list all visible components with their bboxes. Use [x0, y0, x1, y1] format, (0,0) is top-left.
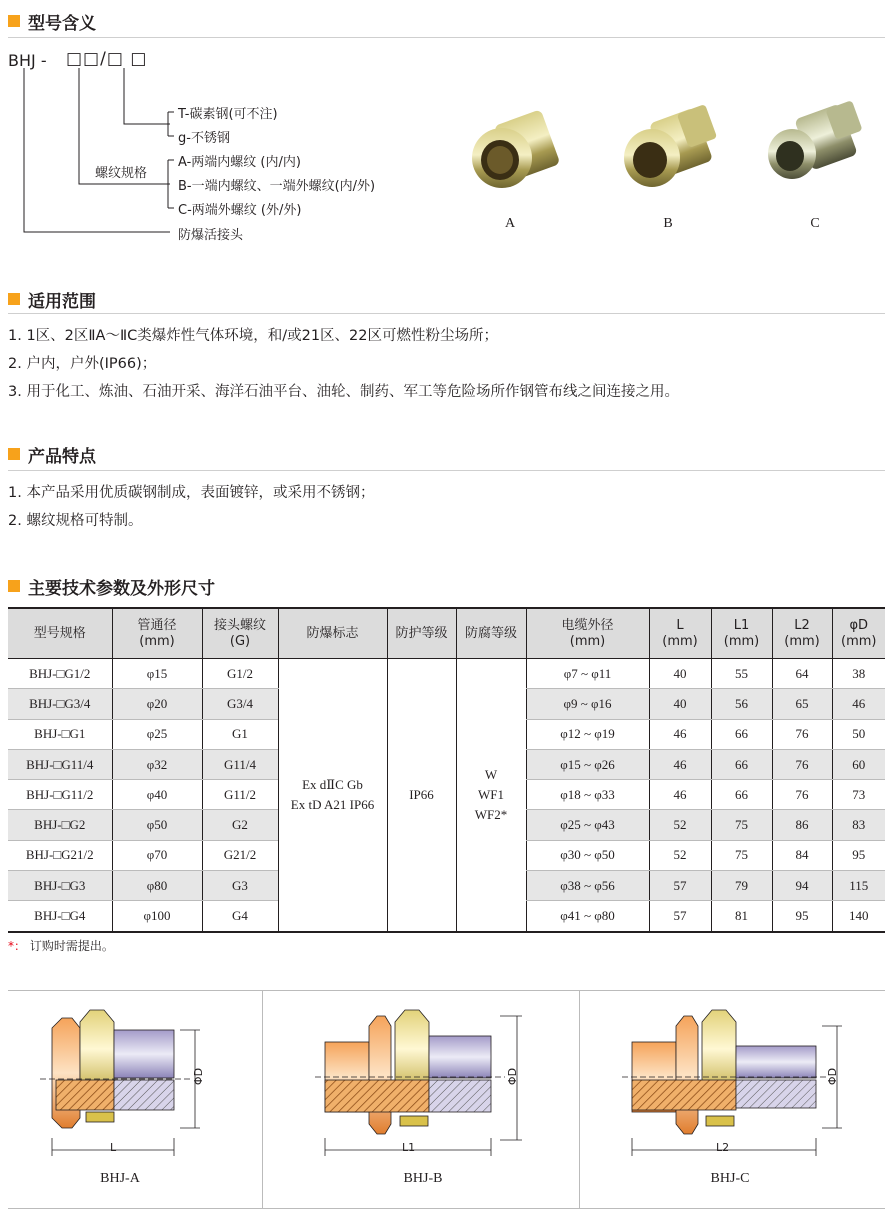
- cell-cable: φ18 ~ φ33: [526, 780, 649, 810]
- cell-model: BHJ-□G1: [8, 719, 112, 749]
- cell-l1: 75: [711, 810, 772, 840]
- col-ip: 防护等级: [387, 608, 456, 659]
- cell-pipe: φ40: [112, 780, 202, 810]
- cell-thread: G21/2: [202, 840, 278, 870]
- thread-a: A-两端内螺纹 (内/内): [178, 155, 301, 170]
- cell-l1: 56: [711, 689, 772, 719]
- diagram-b-drawing: [315, 1010, 522, 1156]
- cell-pipe: φ50: [112, 810, 202, 840]
- col-l: L (mm): [649, 608, 711, 659]
- section-marker-icon: [8, 448, 20, 460]
- diagram-c-length: L2: [716, 1141, 730, 1154]
- cell-l: 46: [649, 719, 711, 749]
- col-thread: 接头螺纹 (G): [202, 608, 278, 659]
- product-a-image: [472, 109, 560, 188]
- cell-d: 95: [832, 840, 885, 870]
- cell-l: 52: [649, 840, 711, 870]
- cell-cable: φ41 ~ φ80: [526, 901, 649, 932]
- cell-l1: 55: [711, 659, 772, 689]
- note-star: *：: [8, 939, 27, 953]
- cell-l: 40: [649, 659, 711, 689]
- scope-item: 3. 用于化工、炼油、石油开采、海洋石油平台、油轮、制药、军工等危险场所作钢管布线之间连接之用。: [8, 384, 679, 400]
- cell-pipe: φ80: [112, 871, 202, 901]
- product-b-caption: B: [663, 216, 673, 231]
- cell-model: BHJ-□G3/4: [8, 689, 112, 719]
- cell-thread: G3: [202, 871, 278, 901]
- cell-l2: 84: [772, 840, 832, 870]
- spec-table: [8, 607, 885, 933]
- cell-cable: φ25 ~ φ43: [526, 810, 649, 840]
- thread-spec-label: 螺纹规格: [95, 166, 148, 181]
- cell-l1: 66: [711, 749, 772, 779]
- cell-model: BHJ-□G4: [8, 901, 112, 932]
- cell-pipe: φ32: [112, 749, 202, 779]
- diagram-a-length: L: [110, 1141, 117, 1154]
- cell-cable: φ12 ~ φ19: [526, 719, 649, 749]
- section-divider: [8, 470, 885, 471]
- diagram-c-caption: BHJ-C: [710, 1171, 750, 1186]
- cell-l: 57: [649, 871, 711, 901]
- section-title-features: 产品特点: [8, 441, 96, 467]
- thread-b: B-一端内螺纹、一端外螺纹(内/外): [178, 179, 376, 194]
- dimension-drawings: [0, 1000, 890, 1170]
- scope-item: 2. 户内，户外(IP66)；: [8, 356, 157, 372]
- cell-ex-marking: Ex dⅡC Gb Ex tD A21 IP66: [278, 659, 387, 932]
- diagram-a-diameter: ΦD: [192, 1067, 206, 1086]
- cell-l2: 95: [772, 901, 832, 932]
- cell-l2: 76: [772, 780, 832, 810]
- cell-thread: G11/2: [202, 780, 278, 810]
- table-header-row: [8, 608, 885, 659]
- col-cable: 电缆外径 (mm): [526, 608, 649, 659]
- material-g: g-不锈钢: [178, 131, 230, 146]
- features-list: [8, 479, 374, 535]
- cell-l1: 81: [711, 901, 772, 932]
- cell-cable: φ30 ~ φ50: [526, 840, 649, 870]
- cell-l: 57: [649, 901, 711, 932]
- cell-l2: 94: [772, 871, 832, 901]
- cell-pipe: φ20: [112, 689, 202, 719]
- product-a-caption: A: [504, 216, 516, 231]
- diagram-b-diameter: ΦD: [506, 1067, 520, 1086]
- model-boxes: □□/□ □: [66, 49, 148, 69]
- product-photos: [462, 96, 862, 206]
- cell-model: BHJ-□G3: [8, 871, 112, 901]
- cell-pipe: φ100: [112, 901, 202, 932]
- cell-l: 40: [649, 689, 711, 719]
- col-corr: 防腐等级: [456, 608, 526, 659]
- cell-l: 52: [649, 810, 711, 840]
- section-marker-icon: [8, 580, 20, 592]
- diagram-a-drawing: [40, 1010, 200, 1156]
- cell-d: 50: [832, 719, 885, 749]
- cell-cable: φ38 ~ φ56: [526, 871, 649, 901]
- cell-l1: 79: [711, 871, 772, 901]
- cell-d: 46: [832, 689, 885, 719]
- diagram-c-diameter: ΦD: [826, 1067, 840, 1086]
- cell-l: 46: [649, 749, 711, 779]
- order-note: [8, 937, 114, 954]
- section-title-scope: 适用范围: [8, 286, 96, 312]
- scope-list: [8, 322, 679, 406]
- col-ex: 防爆标志: [278, 608, 387, 659]
- cell-l2: 64: [772, 659, 832, 689]
- col-d: φD (mm): [832, 608, 885, 659]
- model-prefix: BHJ -: [8, 51, 47, 70]
- table-row: [8, 659, 885, 689]
- cell-l2: 76: [772, 749, 832, 779]
- cell-l1: 66: [711, 780, 772, 810]
- product-c-image: [768, 100, 862, 179]
- cell-thread: G3/4: [202, 689, 278, 719]
- cell-l: 46: [649, 780, 711, 810]
- col-pipe: 管通径 (mm): [112, 608, 202, 659]
- col-l1: L1 (mm): [711, 608, 772, 659]
- cell-model: BHJ-□G2: [8, 810, 112, 840]
- cell-pipe: φ70: [112, 840, 202, 870]
- cell-l1: 66: [711, 719, 772, 749]
- cell-d: 140: [832, 901, 885, 932]
- cell-model: BHJ-□G1/2: [8, 659, 112, 689]
- cell-thread: G11/4: [202, 749, 278, 779]
- cell-model: BHJ-□G11/2: [8, 780, 112, 810]
- cell-pipe: φ15: [112, 659, 202, 689]
- cell-l2: 86: [772, 810, 832, 840]
- section-title-params: 主要技术参数及外形尺寸: [8, 573, 215, 599]
- diagram-b-caption: BHJ-B: [403, 1171, 443, 1186]
- note-text: 订购时需提出。: [29, 939, 114, 953]
- cell-l2: 65: [772, 689, 832, 719]
- cell-d: 60: [832, 749, 885, 779]
- section-title-model-meaning: 型号含义: [8, 8, 96, 34]
- cell-thread: G1/2: [202, 659, 278, 689]
- cell-d: 38: [832, 659, 885, 689]
- cell-corrosion: W WF1 WF2*: [456, 659, 526, 932]
- material-t: T-碳素钢(可不注): [178, 107, 278, 122]
- diagram-a-caption: BHJ-A: [100, 1171, 140, 1186]
- cell-model: BHJ-□G21/2: [8, 840, 112, 870]
- cell-cable: φ9 ~ φ16: [526, 689, 649, 719]
- scope-item: 1. 1区、2区ⅡA～ⅡC类爆炸性气体环境，和/或21区、22区可燃性粉尘场所；: [8, 328, 498, 344]
- cell-ip: IP66: [387, 659, 456, 932]
- col-l2: L2 (mm): [772, 608, 832, 659]
- cell-d: 115: [832, 871, 885, 901]
- section-marker-icon: [8, 293, 20, 305]
- cell-thread: G4: [202, 901, 278, 932]
- col-model: 型号规格: [8, 608, 112, 659]
- feature-item: 2. 螺纹规格可特制。: [8, 513, 143, 529]
- cell-thread: G2: [202, 810, 278, 840]
- product-b-image: [624, 104, 717, 187]
- product-c-caption: C: [810, 216, 820, 231]
- cell-pipe: φ25: [112, 719, 202, 749]
- product-name: 防爆活接头: [178, 228, 244, 243]
- cell-model: BHJ-□G11/4: [8, 749, 112, 779]
- diagram-b-length: L1: [402, 1141, 416, 1154]
- thread-c: C-两端外螺纹 (外/外): [178, 203, 302, 218]
- cell-l2: 76: [772, 719, 832, 749]
- cell-d: 73: [832, 780, 885, 810]
- cell-thread: G1: [202, 719, 278, 749]
- cell-cable: φ15 ~ φ26: [526, 749, 649, 779]
- cell-l1: 75: [711, 840, 772, 870]
- cell-d: 83: [832, 810, 885, 840]
- section-divider: [8, 313, 885, 314]
- diagram-c-drawing: [622, 1010, 842, 1156]
- cell-cable: φ7 ~ φ11: [526, 659, 649, 689]
- feature-item: 1. 本产品采用优质碳钢制成，表面镀锌，或采用不锈钢；: [8, 485, 375, 501]
